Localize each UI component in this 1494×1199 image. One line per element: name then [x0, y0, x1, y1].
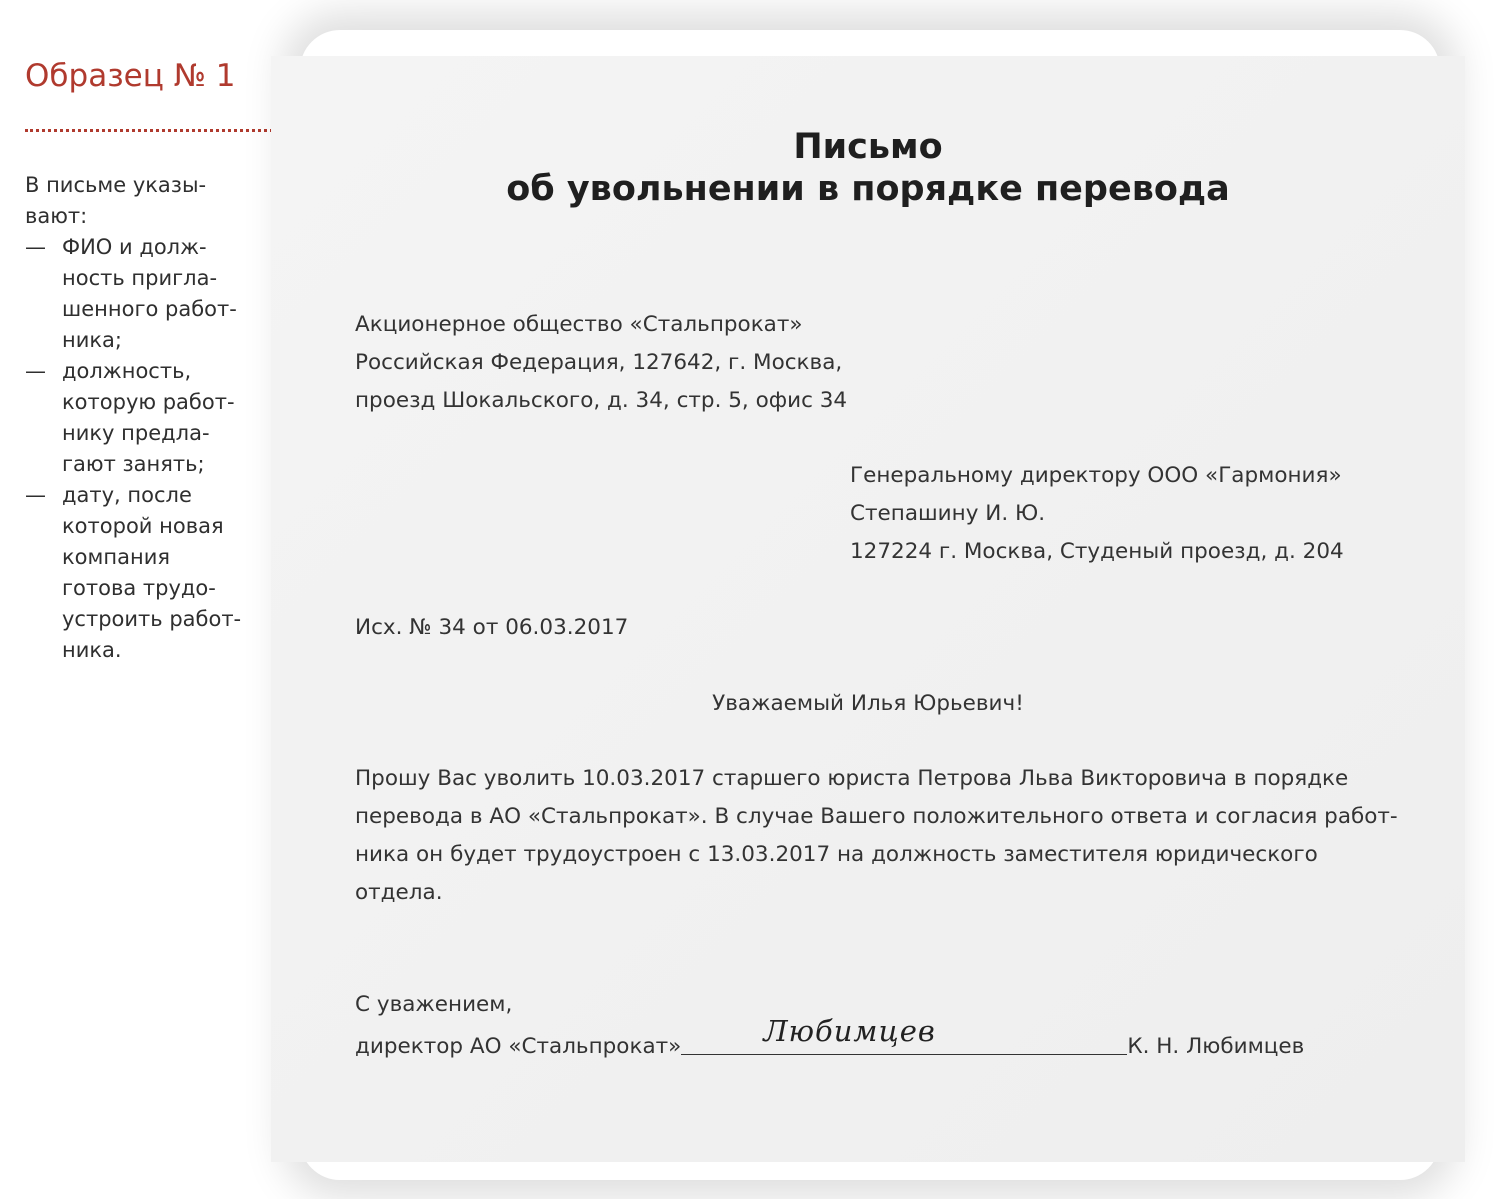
closing-text: С уважением, — [355, 992, 513, 1017]
sender-block — [355, 306, 847, 420]
reference-number: Исх. № 34 от 06.03.2017 — [355, 615, 629, 640]
greeting: Уважаемый Илья Юрьевич! — [712, 691, 1024, 716]
sender-line: Российская Федерация, 127642, г. Москва, — [355, 350, 843, 375]
body-line: Прошу Вас уволить 10.03.2017 старшего юриста Петрова Льва Викторовича в порядке — [355, 766, 1349, 791]
list-item — [25, 232, 265, 356]
body-line: ника он будет трудоустроен с 13.03.2017 на должность заместителя юридического — [355, 842, 1318, 867]
signer-name: К. Н. Любимцев — [1127, 1034, 1305, 1059]
handwritten-signature: Любимцев — [763, 1014, 936, 1048]
sidebar-notes — [25, 170, 265, 666]
dash-marker: — — [25, 235, 46, 259]
list-item-text: должность, которую работ- нику предла- гают занять; — [62, 359, 235, 476]
list-item-text: ФИО и долж- ность пригла- шенного работ- ника; — [62, 235, 237, 352]
dash-marker: — — [25, 483, 46, 507]
signer-position: директор АО «Стальпрокат» — [355, 1034, 682, 1059]
list-item-text: дату, после которой новая компания готова трудо- устроить работ- ника. — [62, 483, 242, 662]
body-line: перевода в АО «Стальпрокат». В случае Вашего положительного ответа и согласия работ- — [355, 804, 1398, 829]
recipient-line: 127224 г. Москва, Студеный проезд, д. 204 — [850, 539, 1344, 564]
sample-title: Образец № 1 — [25, 58, 236, 94]
dash-marker: — — [25, 359, 46, 383]
notes-list — [25, 232, 265, 666]
list-item — [25, 480, 265, 666]
dotted-divider — [25, 129, 273, 132]
title-line: Письмо — [793, 127, 943, 167]
recipient-line: Степашину И. Ю. — [850, 501, 1046, 526]
letter-body — [355, 760, 1398, 912]
recipient-block — [850, 457, 1344, 571]
notes-intro: В письме указы- вают: — [25, 173, 207, 228]
sender-line: проезд Шокальского, д. 34, стр. 5, офис 34 — [355, 388, 848, 413]
signature-row — [355, 1014, 1305, 1066]
recipient-line: Генеральному директору ООО «Гармония» — [850, 463, 1342, 488]
sender-line: Акционерное общество «Стальпрокат» — [355, 312, 803, 337]
list-item — [25, 356, 265, 480]
title-line: об увольнении в порядке перевода — [506, 169, 1230, 209]
document-title — [271, 126, 1465, 210]
signature-line — [681, 1014, 1127, 1055]
closing-block — [355, 986, 1304, 1066]
body-line: отдела. — [355, 880, 443, 905]
